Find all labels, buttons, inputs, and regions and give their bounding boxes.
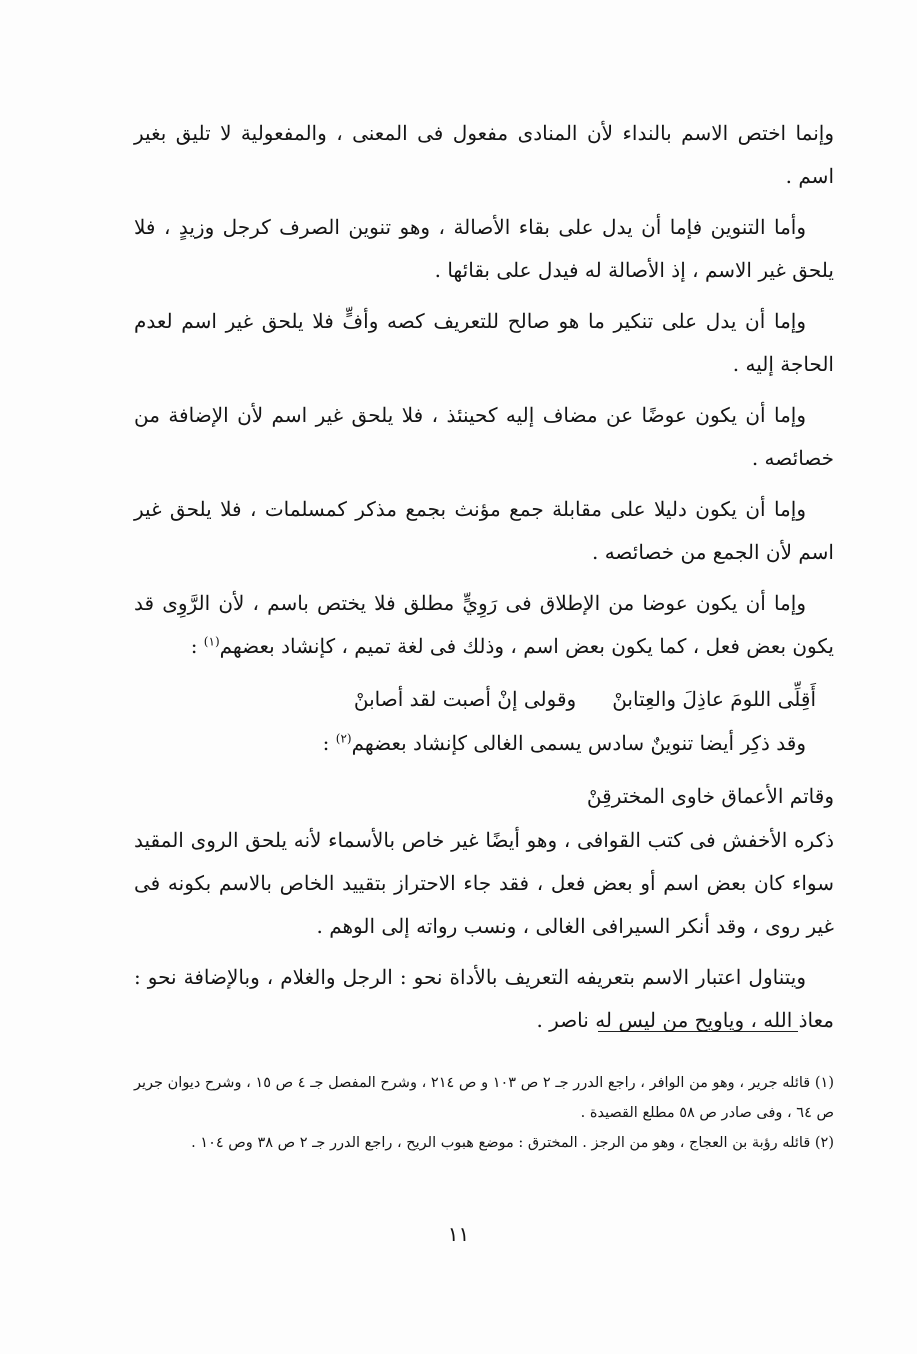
paragraph-text: وإما أن يكون عوضا من الإطلاق فى رَوِيٍّ مطلق فلا يختص باسم ، لأن الرَّوِى قد يكون بعض فعل ، كما يكون بعض اسم ، وذلك فى لغة تميم ، كإنشاد بعضهم [134, 591, 834, 658]
paragraph: وإما أن يكون عوضًا عن مضاف إليه كحينئذ ، فلا يلحق غير اسم لأن الإضافة من خصائصه . [134, 403, 834, 470]
paragraph: ويتناول اعتبار الاسم بتعريفه التعريف بالأداة نحو : الرجل والغلام ، وبالإضافة نحو : معاذ الله ، وياويح من ليس له ناصر . [134, 965, 834, 1032]
footnotes [134, 1068, 834, 1158]
footnote-reference: (٢) [335, 731, 352, 746]
paragraph: وأما التنوين فإما أن يدل على بقاء الأصالة ، وهو تنوين الصرف كرجل وزيدٍ ، فلا يلحق غير الاسم ، إذ الأصالة له فيدل على بقائها . [134, 215, 834, 282]
footnote-divider [598, 1031, 798, 1032]
page-number: ١١ [447, 1222, 470, 1246]
verse-line: وقاتم الأعماق خاوى المخترقِنْ [586, 784, 834, 808]
main-text [134, 112, 834, 1050]
footnote-reference: (١) [203, 634, 220, 649]
footnote: (٢) قائله رؤبة بن العجاج ، وهو من الرجز . المخترق : موضع هبوب الريح ، راجع الدرر جـ ٢ ص ٣٨ وص ١٠٤ . [191, 1135, 834, 1151]
paragraph-with-footnote [134, 722, 834, 765]
verse-hemistich-second: وقولى إنْ أصبت لقد أصابنْ [353, 687, 577, 711]
paragraph: وإنما اختص الاسم بالنداء لأن المنادى مفعول فى المعنى ، والمفعولية لا تليق بغير اسم . [134, 121, 834, 188]
verse-hemistich-first: أَقِلِّى اللومَ عاذِلَ والعِتابنْ [612, 687, 816, 711]
paragraph-text: وقد ذكِر أيضا تنوينٌ سادس يسمى الغالى كإنشاد بعضهم [351, 731, 806, 755]
paragraph: وإما أن يدل على تنكير ما هو صالح للتعريف كصه وأفٍّ فلا يلحق غير اسم لعدم الحاجة إليه . [134, 309, 834, 376]
paragraph: وإما أن يكون دليلا على مقابلة جمع مؤنث بجمع مذكر كمسلمات ، فلا يلحق غير اسم لأن الجمع من خصائصه . [134, 497, 834, 564]
footnote: (١) قائله جرير ، وهو من الوافر ، راجع الدرر جـ ٢ ص ١٠٣ و ص ٢١٤ ، وشرح المفصل جـ ٤ ص ١٥ ، وشرح ديوان جرير ص ٦٤ ، وفى صادر ص ٥٨ مطلع القصيدة . [134, 1075, 834, 1121]
paragraph-with-footnote [134, 582, 834, 668]
paragraph: ذكره الأخفش فى كتب القوافى ، وهو أيضًا غير خاص بالأسماء لأنه يلحق الروى المقيد سواء كان بعض اسم أو بعض فعل ، فقد جاء الاحتراز بتقييد الخاص بالاسم بكونه فى غير روى ، وقد أنكر السيرافى الغالى ، ونسب رواته إلى الوهم . [134, 828, 834, 938]
verse-line [134, 676, 834, 722]
paragraph-text-end: : [190, 634, 204, 658]
paragraph-text-end: : [322, 731, 336, 755]
